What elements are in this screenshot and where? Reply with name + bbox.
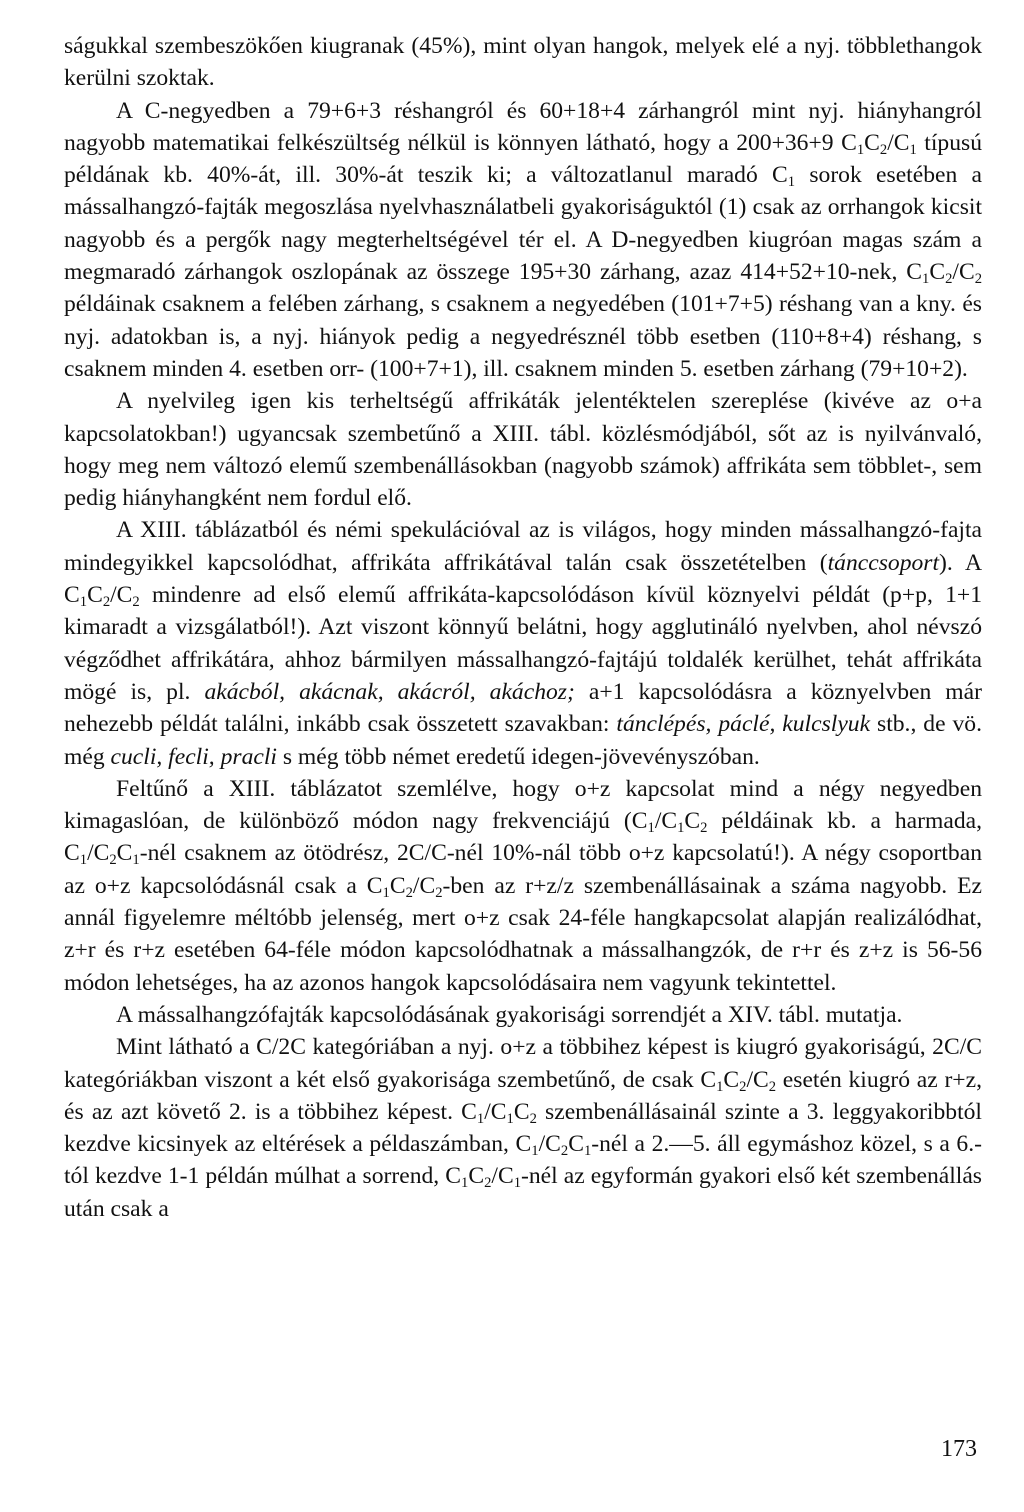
text-run: típusú példának kb. 40%-át, ill. 30%-át teszik ki; a változatlanul maradó C bbox=[64, 129, 982, 189]
italic-example: cucli, fecli, pracli bbox=[110, 743, 277, 770]
subscript: 1 bbox=[787, 174, 796, 191]
subscript: 1 bbox=[79, 594, 88, 611]
text-run: /C bbox=[110, 582, 133, 609]
text-run: A C-negyedben a 79+6+3 réshangról és 60+18+4 zárhangról mint nyj. hiányhangról nagyobb matematikai felkészültség nélkül is könnyen látható, hogy a 200+36+9 C bbox=[64, 97, 982, 156]
subscript: 1 bbox=[647, 820, 655, 837]
subscript: 2 bbox=[484, 1175, 492, 1192]
text-run: s még több német eredetű idegen-jövevényszóban. bbox=[276, 743, 760, 770]
paragraph bbox=[64, 385, 982, 514]
subscript: 2 bbox=[974, 271, 982, 288]
text-run: Mint látható a C/2C kategóriában a nyj. o+z a többihez képest is kiugró gyakoriságú, 2C/C kategóriákban viszont a két első gyakorisága szembetűnő, de csak C bbox=[64, 1034, 982, 1093]
italic-example: akácból, akácnak, akácról, akáchoz; bbox=[204, 678, 575, 705]
text-run: /C bbox=[484, 1098, 507, 1125]
subscript: 1 bbox=[513, 1175, 521, 1192]
text-run: C bbox=[513, 1098, 530, 1125]
text-run: /C bbox=[746, 1066, 769, 1093]
text-run: sorok esetében a mássalhangzó-fajták megoszlása nyelvhasználatbeli gyakoriságuktól (1) csak az orrhangok kicsit nagyobb és a pergők nagy megterheltségével tér el. A D-negyedben kiugróan magas szám a megmaradó zárhangok oszlopának az összege 195+30 zárhang, azaz 414+52+10-nek, C bbox=[64, 162, 982, 286]
text-run: mindenre ad első elemű affrikáta-kapcsolódáson kívül köznyelvi példát (p+p, 1+1 kimaradt a vizsgálatból!). Azt viszont könnyű belátni, hogy agglutináló nyelvben, ahol névszó végződhet affrikátára, ahhoz bármilyen mássalhangzó-fajtájú toldalék kerülhet, tehát affrikáta mögé is, pl. bbox=[64, 582, 982, 705]
text-run: C bbox=[116, 840, 133, 867]
text-run: /C bbox=[654, 808, 678, 835]
subscript: 1 bbox=[677, 820, 685, 837]
text-run: A XIII. táblázatból és némi spekulációval az is világos, hogy minden mássalhangzó-fajta mindegyikkel kapcsolódhat, affrikáta affrikátával talán csak összetételben ( bbox=[64, 517, 982, 576]
subscript: 1 bbox=[856, 141, 865, 158]
text-run: /C bbox=[538, 1131, 561, 1158]
subscript: 1 bbox=[461, 1175, 469, 1192]
text-run: C bbox=[864, 129, 880, 156]
text-run: A nyelvileg igen kis terheltségű affrikáták jelentéktelen szereplése (kivéve az o+a kapcsolatokban!) ugyancsak szembetűnő a XIII. tábl. közlésmódjából, sőt az is nyilvánvaló, hogy meg nem változó elemű szembenállásokban (nagyobb számok) affrikáta sem többlet-, sem pedig hiányhangként nem fordul elő. bbox=[64, 388, 982, 512]
text-run: C bbox=[87, 582, 103, 609]
paragraph bbox=[64, 30, 982, 95]
text-run: példáinak csaknem a felében zárhang, s csaknem a negyedében (101+7+5) réshang van a kny. és nyj. adatokban is, a nyj. hiányok pedig a negyedrésznél több esetben (110+8+4) réshang, s csaknem minden 4. esetben orr- (100+7+1), ill. csaknem minden 5. esetben zárhang (79+10+2). bbox=[64, 291, 982, 382]
text-run: -ben az r+z/z szembenállásainak a száma nagyobb. Ez annál figyelemre méltóbb jelenség, mert o+z csak 24-féle hangkapcsolat alapján realizálódhat, z+r és r+z esetében 64-féle módon kapcsolódhatnak a mássalhangzók, de r+r és z+z is 56-56 módon lehetséges, ha az azonos hangok kapcsolódásaira nem vagyunk tekintettel. bbox=[64, 872, 982, 996]
subscript: 1 bbox=[506, 1110, 514, 1127]
text-run: /C bbox=[952, 259, 975, 286]
subscript: 2 bbox=[109, 852, 117, 869]
text-run: /C bbox=[491, 1163, 514, 1190]
subscript: 1 bbox=[909, 141, 917, 158]
text-run: /C bbox=[87, 840, 110, 867]
text-run: Feltűnő a XIII. táblázatot szemlélve, hogy o+z kapcsolat mind a négy negyedben kimagaslóan, de különböző módon nagy frekvenciájú (C bbox=[64, 775, 982, 835]
subscript: 2 bbox=[768, 1078, 777, 1095]
subscript: 1 bbox=[476, 1110, 485, 1127]
text-run: ságukkal szembeszökően kiugranak (45%), mint olyan hangok, melyek elé a nyj. többlethangok kerülni szoktak. bbox=[64, 33, 982, 92]
text-run: a+1 kapcsolódásra a köznyelvben már nehezebb példát találni, inkább csak összetett szavakban: bbox=[64, 678, 982, 738]
text-run: példáinak kb. a harmada, C bbox=[64, 808, 982, 867]
subscript: 1 bbox=[583, 1143, 592, 1160]
subscript: 2 bbox=[132, 594, 140, 611]
text-run: esetén kiugró az r+z, és az azt követő 2. is a többihez képest. C bbox=[64, 1066, 982, 1125]
paragraph bbox=[64, 1031, 982, 1225]
text-run: -nél a 2.—5. áll egymáshoz közel, s a 6.-tól kezdve 1-1 példán múlhat a sorrend, C bbox=[64, 1131, 982, 1190]
subscript: 2 bbox=[405, 884, 413, 901]
subscript: 1 bbox=[922, 271, 930, 288]
subscript: 2 bbox=[102, 594, 111, 611]
subscript: 2 bbox=[945, 271, 953, 288]
text-run: ). A C bbox=[64, 549, 982, 609]
subscript: 1 bbox=[531, 1143, 539, 1160]
paragraph bbox=[64, 514, 982, 772]
text-run: C bbox=[468, 1163, 485, 1190]
text-run: stb., de vö. még bbox=[64, 711, 982, 770]
subscript: 2 bbox=[435, 884, 443, 901]
text-run: C bbox=[723, 1066, 740, 1093]
text-run: /C bbox=[412, 872, 436, 899]
page-body bbox=[64, 30, 982, 1225]
text-run: -nél az egyformán gyakori első két szembenállás után csak a bbox=[64, 1163, 982, 1222]
subscript: 2 bbox=[560, 1143, 569, 1160]
text-run: /C bbox=[887, 129, 910, 156]
text-run: C bbox=[389, 872, 406, 899]
text-run: C bbox=[684, 808, 701, 835]
subscript: 1 bbox=[382, 884, 390, 901]
page-number: 173 bbox=[941, 1436, 977, 1462]
text-run: A mássalhangzófajták kapcsolódásának gyakorisági sorrendjét a XIV. tábl. mutatja. bbox=[116, 1001, 903, 1028]
subscript: 2 bbox=[879, 141, 888, 158]
paragraph bbox=[64, 999, 982, 1031]
subscript: 1 bbox=[132, 852, 140, 869]
subscript: 2 bbox=[529, 1110, 537, 1127]
paragraph bbox=[64, 773, 982, 999]
italic-example: tánclépés, páclé, kulcslyuk bbox=[616, 711, 871, 738]
paragraph bbox=[64, 95, 982, 386]
text-run: C bbox=[568, 1131, 584, 1158]
subscript: 1 bbox=[79, 852, 88, 869]
text-run: szembenállásainál szinte a 3. leggyakoribbtól kezdve kicsinyek az eltérések a példaszámban, C bbox=[64, 1098, 982, 1158]
text-run: C bbox=[929, 259, 946, 286]
subscript: 2 bbox=[739, 1078, 747, 1095]
subscript: 1 bbox=[716, 1078, 724, 1095]
subscript: 2 bbox=[700, 820, 708, 837]
text-run: -nél csaknem az ötödrész, 2C/C-nél 10%-nál több o+z kapcsolatú!). A négy csoportban az o+z kapcsolódásnál csak a C bbox=[64, 840, 982, 899]
italic-example: tánccsoport bbox=[827, 549, 940, 576]
